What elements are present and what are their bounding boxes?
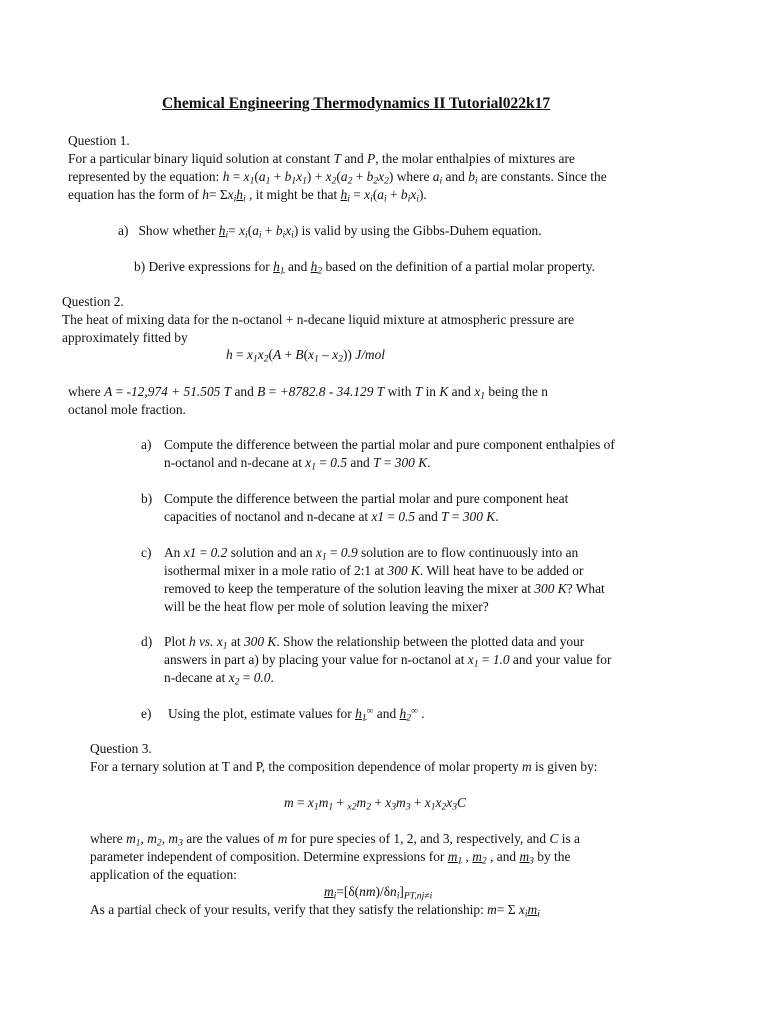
question-2-part-b-line-2: capacities of noctanol and n-decane at x1 = 0.5 and T = 300 K.	[164, 509, 499, 524]
question-3-intro: For a ternary solution at T and P, the composition dependence of molar property m is given by:	[90, 759, 598, 774]
question-2-part-c-line-1: An x1 = 0.2 solution and an $x_1 = 0.9$ solution are to flow continuously into an	[164, 545, 579, 563]
question-2-part-a-line-2: n-octanol and n-decane at $x_1 = 0.5$ and T = 300 K.	[164, 455, 431, 473]
question-1-part-b: b) Derive expressions for $h_1$ and $h_2$ based on the definition of a partial molar property.	[134, 259, 595, 277]
page-title: Chemical Engineering Thermodynamics II Tutorial022k17	[162, 95, 551, 112]
question-3-where-line-1: where $m_1$, $m_2$, $m_3$ are the values of m for pure species of 1, 2, and 3, respectively, and C is a	[90, 831, 580, 849]
question-2-part-c-label: c)	[141, 545, 152, 560]
question-2-where-line-1: where A = -12,974 + 51.505 T and B = +8782.8 - 34.129 T with T in K and $x_1$ being the n	[68, 384, 548, 402]
question-2-part-c-line-3: removed to keep the temperature of the solution leaving the mixer at 300 K? What	[164, 581, 605, 596]
question-1-part-a: a) Show whether $h_i= x_i(a_i + b_ix_i)$ is valid by using the Gibbs-Duhem equation.	[118, 223, 542, 241]
question-2-intro-line-1: The heat of mixing data for the n-octanol + n-decane liquid mixture at atmospheric pressure are	[62, 312, 575, 327]
question-3-where-line-3: application of the equation:	[90, 867, 237, 882]
question-2-part-d-line-3: n-decane at $x_2 = 0.0$.	[164, 670, 274, 688]
question-3-heading: Question 3.	[90, 741, 152, 756]
question-2-part-b-label: b)	[141, 491, 153, 506]
question-2-part-c-line-4: will be the heat flow per mole of solution leaving the mixer?	[164, 599, 489, 614]
question-3-derivative-equation: $m_i=[\delta(nm)/\delta n_i]_{PT,nj\ne i}$	[324, 884, 433, 902]
question-2-equation: $h = x_1x_2(A + B(x_1 - x_2))$ J/mol	[226, 347, 385, 365]
question-1-intro-line-1: For a particular binary liquid solution at constant T and P, the molar enthalpies of mixtures are	[68, 151, 575, 166]
question-1-intro-line-3: equation has the form of $h= \Sigma x_ih_i$ , it might be that $h_i = x_i(a_i + b_ix_i)$.	[68, 187, 427, 205]
question-2-part-d-label: d)	[141, 634, 153, 649]
question-2-part-a-line-1: Compute the difference between the partial molar and pure component enthalpies of	[164, 437, 615, 452]
question-2-part-d-line-1: Plot h vs. $x_1$ at 300 K. Show the relationship between the plotted data and your	[164, 634, 585, 652]
question-2-heading: Question 2.	[62, 294, 124, 309]
question-3-where-line-2: parameter independent of composition. Determine expressions for $m_1$ , $m_2$ , and $m_3$ by the	[90, 849, 571, 867]
question-2-part-a-label: a)	[141, 437, 152, 452]
question-2-part-c-line-2: isothermal mixer in a mole ratio of 2:1 at 300 K. Will heat have to be added or	[164, 563, 584, 578]
question-1-heading: Question 1.	[68, 133, 130, 148]
question-2-where-line-2: octanol mole fraction.	[68, 402, 186, 417]
question-3-check: As a partial check of your results, verify that they satisfy the relationship: m= Σ $x_im_i$	[90, 902, 540, 920]
question-2-part-d-line-2: answers in part a) by placing your value for n-octanol at $x_1 = 1.0$ and your value for	[164, 652, 612, 670]
question-1-intro-line-2: represented by the equation: $h = x_1(a_1 + b_1x_1) + x_2(a_2 + b_2x_2)$ where $a_i$ and $b_i$ are constants. Since the	[68, 169, 607, 187]
question-3-equation: $m = x_1m_1 + _{x2}m_2 + x_3m_3 + x_1x_2x_3C$	[284, 795, 466, 813]
question-2-part-e-label: e)	[141, 706, 152, 721]
question-2-intro-line-2: approximately fitted by	[62, 330, 188, 345]
question-2-part-b-line-1: Compute the difference between the partial molar and pure component heat	[164, 491, 569, 506]
question-2-part-e-line-1: Using the plot, estimate values for $h_1^\infty$ and $h_2^\infty$ .	[168, 705, 425, 724]
